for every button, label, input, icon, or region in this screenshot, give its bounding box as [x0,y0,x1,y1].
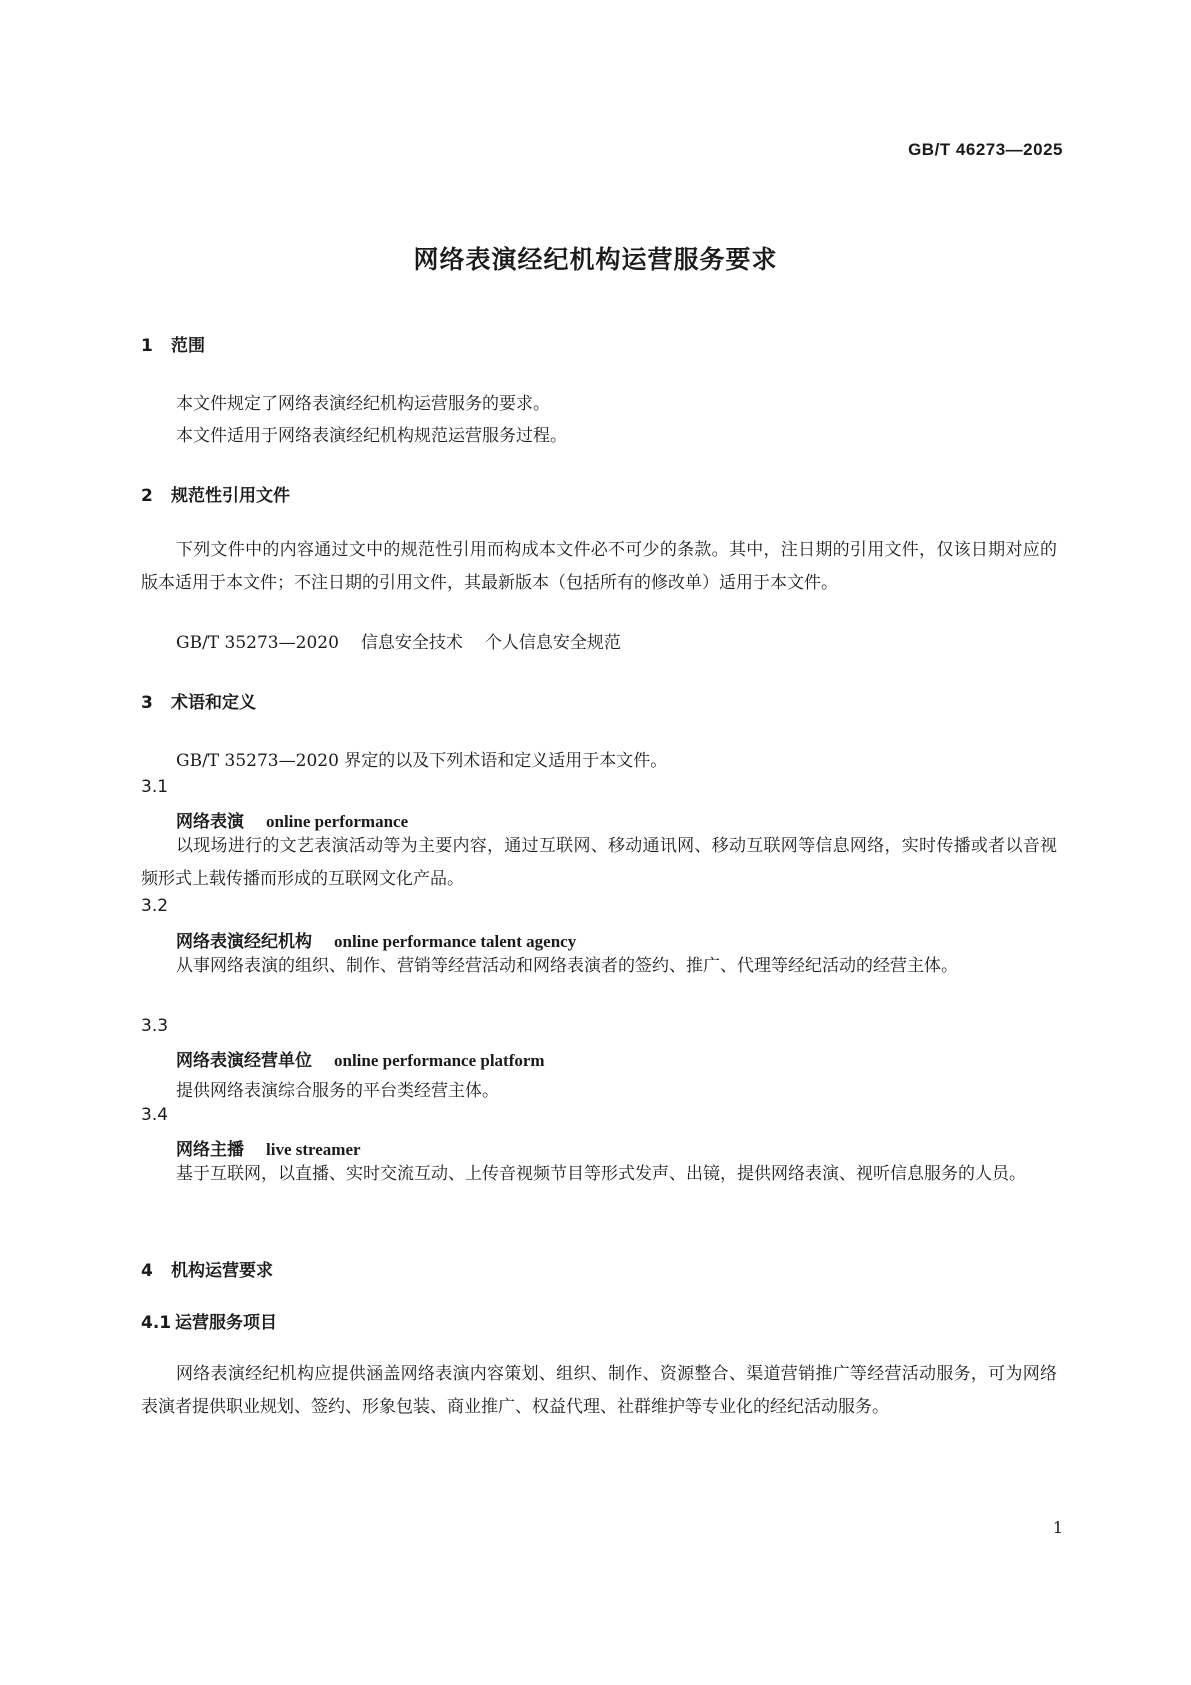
section-title: 范围 [171,336,205,356]
term-chinese: 网络表演经营单位 [176,1051,312,1071]
section-1-heading [141,331,205,356]
section-title: 术语和定义 [171,693,256,713]
section-title: 规范性引用文件 [171,486,290,506]
term-number: 3.2 [141,896,169,916]
term-chinese: 网络表演经纪机构 [176,932,312,952]
section-number: 2 [141,486,153,506]
term-definition: 基于互联网，以直播、实时交流互动、上传音视频节目等形式发声、出镜，提供网络表演、视听信息服务的人员。 [176,1164,1026,1184]
term-number: 3.1 [141,777,169,797]
scope-paragraph-1: 本文件规定了网络表演经纪机构运营服务的要求。 [176,394,550,414]
term-english: online performance [266,812,409,831]
reference-entry [176,628,621,653]
operation-services-paragraph: 网络表演经纪机构应提供涵盖网络表演内容策划、组织、制作、资源整合、渠道营销推广等经营活动服务，可为网络表演者提供职业规划、签约、形象包装、商业推广、权益代理、社群维护等专业化的经纪活动服务。 [141,1364,1057,1417]
normative-references-paragraph: 下列文件中的内容通过文中的规范性引用而构成本文件必不可少的条款。其中，注日期的引用文件，仅该日期对应的版本适用于本文件；不注日期的引用文件，其最新版本（包括所有的修改单）适用于本文件。 [141,540,1057,593]
section-2-heading [141,481,290,506]
subsection-number: 4.1 [141,1313,172,1333]
term-number: 3.4 [141,1105,169,1125]
section-number: 1 [141,336,153,356]
document-title: 网络表演经纪机构运营服务要求 [413,245,778,274]
term-heading [176,1046,545,1071]
term-heading [176,807,408,832]
term-chinese: 网络表演 [176,812,244,832]
reference-title-part-b: 个人信息安全规范 [484,633,621,653]
term-english: online performance talent agency [334,932,577,951]
section-number: 3 [141,693,153,713]
standard-code: GB/T 46273—2025 [908,140,1063,159]
term-number: 3.3 [141,1016,169,1036]
subsection-title: 运营服务项目 [175,1313,277,1333]
section-4-heading [141,1256,273,1281]
term-heading [176,1135,361,1160]
term-definition: 以现场进行的文艺表演活动等为主要内容，通过互联网、移动通讯网、移动互联网等信息网络，实时传播或者以音视频形式上载传播而形成的互联网文化产品。 [141,836,1057,889]
term-english: live streamer [266,1140,361,1159]
scope-paragraph-2: 本文件适用于网络表演经纪机构规范运营服务过程。 [176,426,567,446]
term-definition: 从事网络表演的组织、制作、营销等经营活动和网络表演者的签约、推广、代理等经纪活动的经营主体。 [176,956,958,976]
page-number: 1 [1052,1518,1063,1537]
section-title: 机构运营要求 [171,1261,273,1281]
reference-code: GB/T 35273—2020 [176,633,339,653]
term-definition: 提供网络表演综合服务的平台类经营主体。 [176,1081,499,1101]
terms-intro: GB/T 35273—2020 界定的以及下列术语和定义适用于本文件。 [176,751,668,771]
subsection-4-1-heading [141,1308,277,1333]
term-heading [176,927,576,952]
reference-title-part-a: 信息安全技术 [360,633,463,653]
term-chinese: 网络主播 [176,1140,244,1160]
term-english: online performance platform [334,1051,545,1070]
section-number: 4 [141,1261,153,1281]
section-3-heading [141,688,256,713]
